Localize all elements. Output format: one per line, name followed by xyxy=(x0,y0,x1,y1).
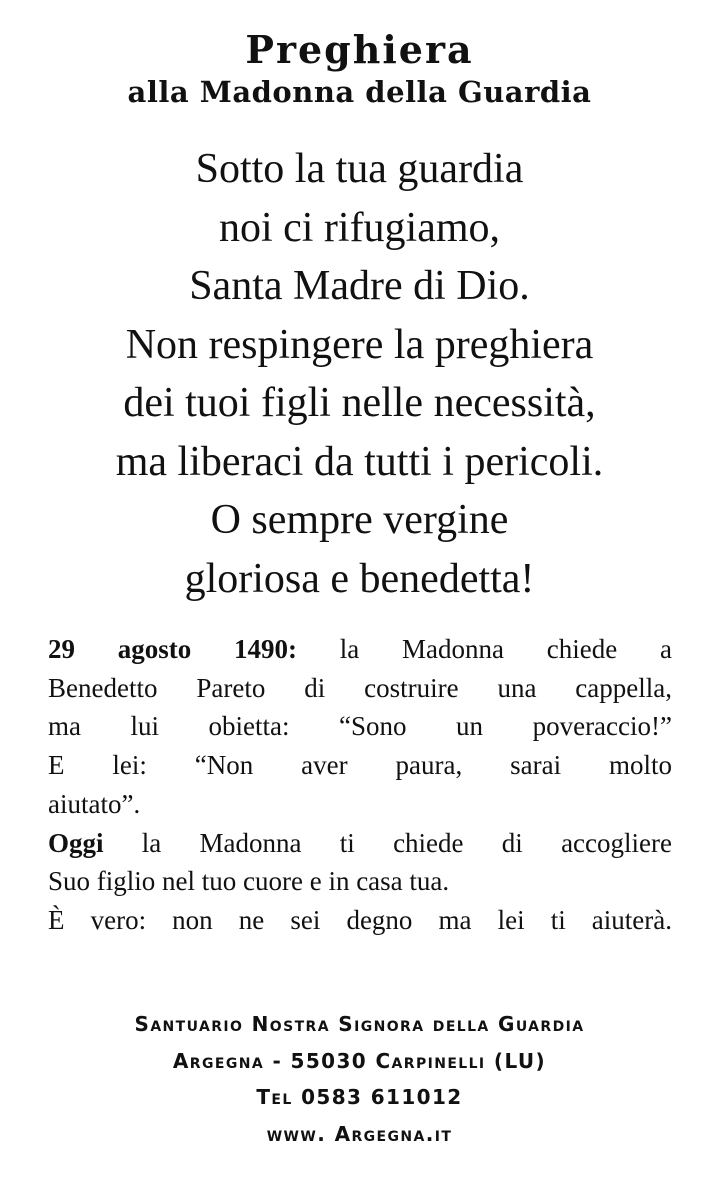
phone-number: Tel 0583 611012 xyxy=(256,1085,463,1109)
story-line: ma lui obietta: “Sono un poveraccio!” xyxy=(48,711,672,742)
story-text: la Madonna chiede a xyxy=(297,634,672,664)
website-link: www. Argegna.it xyxy=(266,1121,453,1146)
sanctuary-name: Santuario Nostra Signora della Guardia xyxy=(134,1012,585,1036)
story-line: Suo figlio nel tuo cuore e in casa tua. xyxy=(48,866,450,897)
history-paragraph xyxy=(48,630,672,940)
story-line: E lei: “Non aver paura, sarai molto xyxy=(48,750,672,781)
story-text: la Madonna ti chiede di accogliere xyxy=(103,827,672,858)
sanctuary-address: Argegna - 55030 Carpinelli (LU) xyxy=(172,1048,547,1073)
date-label: 29 agosto 1490: xyxy=(48,634,298,664)
story-line: Benedetto Pareto di costruire una cappella, xyxy=(48,672,672,703)
prayer-line: O sempre vergine xyxy=(210,497,509,543)
page-title: Preghiera xyxy=(245,27,474,72)
story-line: aiutato”. xyxy=(48,788,141,819)
story-line xyxy=(48,630,672,669)
prayer-line: Santa Madre di Dio. xyxy=(189,263,530,309)
prayer-line: Sotto la tua guardia xyxy=(195,146,524,192)
today-label: Oggi xyxy=(48,827,104,858)
story-line: È vero: non ne sei degno ma lei ti aiuterà. xyxy=(48,904,672,935)
prayer-line: gloriosa e benedetta! xyxy=(184,555,535,602)
story-line xyxy=(48,824,672,863)
page-subtitle: alla Madonna della Guardia xyxy=(127,75,592,109)
prayer-line: ma liberaci da tutti i pericoli. xyxy=(115,438,604,485)
prayer-text xyxy=(0,140,719,608)
contact-footer xyxy=(0,1006,719,1152)
prayer-line: Non respingere la preghiera xyxy=(125,321,594,368)
prayer-line: noi ci rifugiamo, xyxy=(218,204,501,251)
prayer-line: dei tuoi figli nelle necessità, xyxy=(123,380,596,426)
